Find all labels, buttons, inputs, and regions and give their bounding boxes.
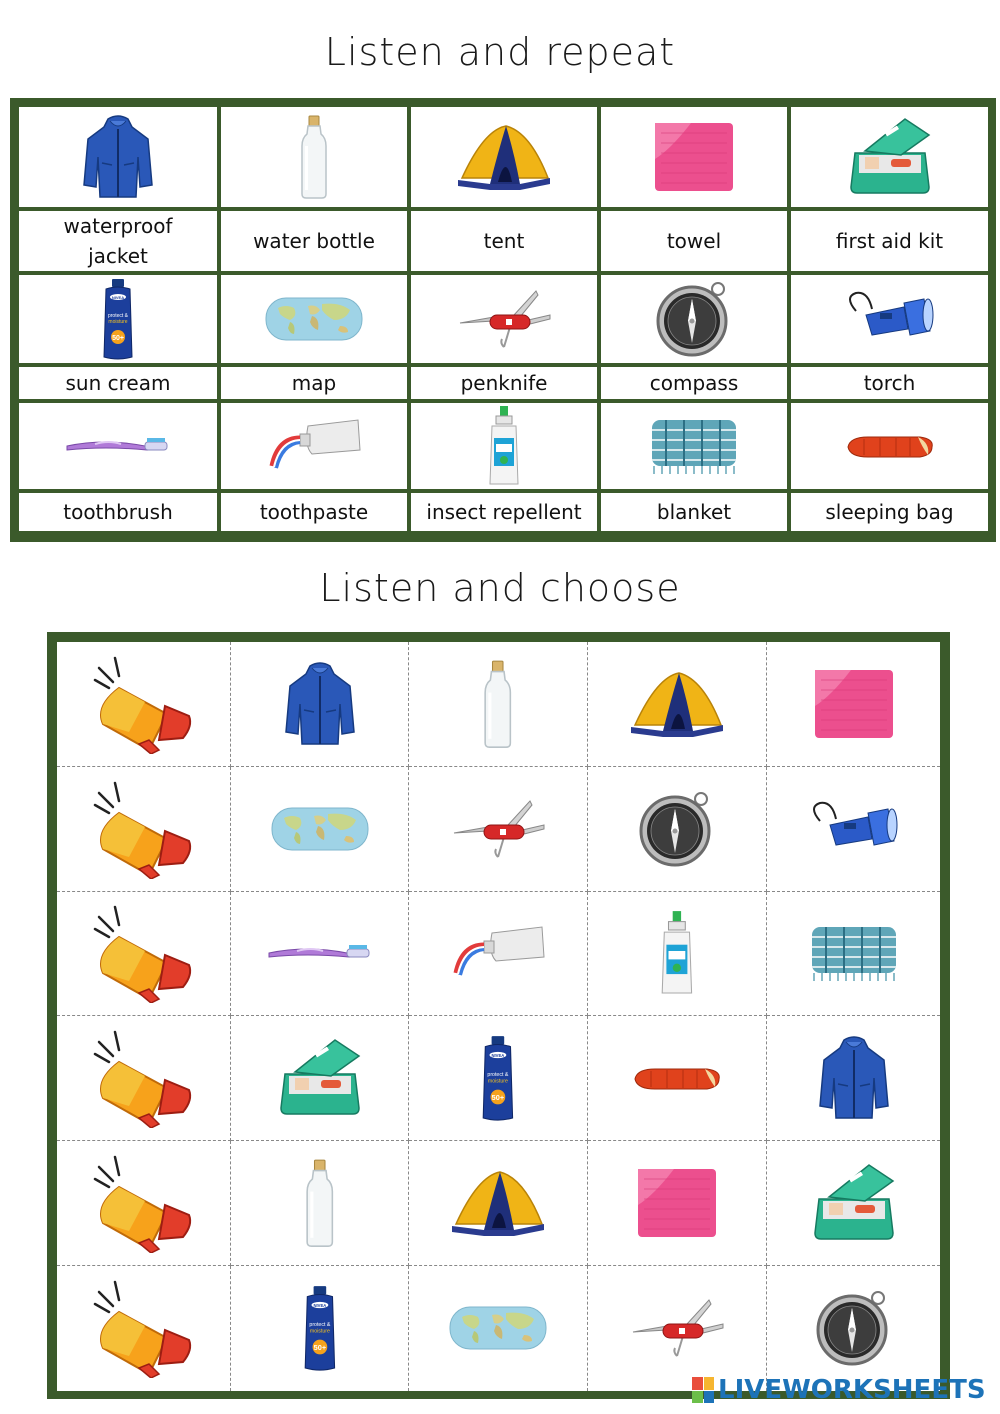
- repeat-image-cell: [791, 107, 988, 207]
- choice-option-jacket[interactable]: [231, 642, 409, 767]
- choice-option-bottle[interactable]: [409, 642, 588, 767]
- choice-option-toothpaste[interactable]: [409, 892, 588, 1017]
- choose-grid: [57, 642, 940, 1391]
- choice-option-penknife[interactable]: [409, 767, 588, 892]
- repeat-item-label: compass: [649, 371, 739, 395]
- sun-cream-line1-text: protect &: [309, 1322, 330, 1329]
- first-aid-kit-icon: [809, 1161, 899, 1245]
- repeat-label-cell: [601, 367, 787, 399]
- sun-cream-line2-text: moisture: [309, 1328, 330, 1335]
- jacket-icon: [284, 660, 356, 748]
- choice-option-first-aid-kit[interactable]: [231, 1016, 409, 1141]
- repeat-image-cell: [411, 107, 597, 207]
- repeat-label-cell: [221, 367, 407, 399]
- repeat-label-cell: [791, 211, 988, 271]
- repeat-item-label: blanket: [656, 500, 732, 524]
- choice-option-sleeping-bag[interactable]: [588, 1016, 767, 1141]
- repeat-image-cell: [19, 275, 217, 363]
- penknife-icon: [627, 1296, 727, 1360]
- play-audio-button[interactable]: [57, 892, 231, 1017]
- choice-option-towel[interactable]: [767, 642, 940, 767]
- insect-repellent-icon: [486, 404, 522, 488]
- toothpaste-icon: [264, 416, 364, 476]
- megaphone-icon: [89, 1278, 199, 1378]
- sun-cream-line2-text: moisture: [108, 319, 128, 325]
- towel-icon: [634, 1165, 720, 1241]
- choice-option-sun-cream[interactable]: [409, 1016, 588, 1141]
- first-aid-kit-icon: [845, 115, 935, 199]
- sun-cream-line2-text: moisture: [487, 1078, 509, 1085]
- choice-option-blanket[interactable]: [767, 892, 940, 1017]
- sun-cream-icon: [100, 277, 136, 361]
- sun-cream-brand-text: NIVEA: [111, 295, 125, 300]
- compass-icon: [635, 787, 719, 871]
- towel-icon: [651, 119, 737, 195]
- repeat-item-label: penknife: [460, 371, 548, 395]
- repeat-image-cell: [601, 107, 787, 207]
- liveworksheets-logo: [692, 1374, 992, 1406]
- megaphone-icon: [89, 779, 199, 879]
- insect-repellent-icon: [658, 909, 696, 997]
- megaphone-icon: [89, 654, 199, 754]
- play-audio-button[interactable]: [57, 1141, 231, 1266]
- blanket-icon: [808, 923, 900, 983]
- sun-cream-brand-text: NIVEA: [313, 1303, 326, 1309]
- repeat-item-label: tent: [483, 229, 525, 253]
- megaphone-icon: [89, 1153, 199, 1253]
- repeat-item-label: toothbrush: [63, 500, 173, 524]
- jacket-icon: [82, 113, 154, 201]
- choice-option-toothbrush[interactable]: [231, 892, 409, 1017]
- repeat-item-label: insect repellent: [426, 500, 582, 524]
- choice-option-torch[interactable]: [767, 767, 940, 892]
- sleeping-bag-icon: [844, 429, 936, 463]
- choice-option-towel[interactable]: [588, 1141, 767, 1266]
- listen-and-choose-table: [47, 632, 950, 1399]
- repeat-label-cell: [221, 493, 407, 531]
- footer-brand: LIVEWORKSHEETS: [718, 1375, 986, 1405]
- map-icon: [270, 804, 370, 854]
- repeat-image-cell: [221, 275, 407, 363]
- bottle-icon: [482, 659, 514, 749]
- choice-option-tent[interactable]: [409, 1141, 588, 1266]
- torch-icon: [806, 799, 902, 859]
- repeat-item-label: sun cream: [65, 371, 171, 395]
- repeat-image-cell: [221, 107, 407, 207]
- choice-option-sun-cream[interactable]: [231, 1266, 409, 1391]
- repeat-label-cell: [601, 211, 787, 271]
- sun-cream-line1-text: protect &: [107, 313, 129, 319]
- repeat-label-cell: [411, 367, 597, 399]
- repeat-image-cell: [411, 275, 597, 363]
- repeat-image-cell: [791, 275, 988, 363]
- repeat-image-cell: [411, 403, 597, 489]
- repeat-label-cell: [19, 211, 217, 271]
- choice-option-tent[interactable]: [588, 642, 767, 767]
- repeat-item-label: torch: [863, 371, 916, 395]
- sun-cream-line1-text: protect &: [487, 1072, 509, 1079]
- repeat-label-cell: [411, 493, 597, 531]
- play-audio-button[interactable]: [57, 1266, 231, 1391]
- bottle-icon: [304, 1158, 336, 1248]
- logo-badge-icon: [692, 1377, 714, 1403]
- play-audio-button[interactable]: [57, 642, 231, 767]
- map-icon: [448, 1303, 548, 1353]
- listen-and-repeat-table: [10, 98, 996, 542]
- repeat-label-cell: [791, 493, 988, 531]
- toothbrush-icon: [267, 941, 373, 965]
- listen-and-repeat-title: Listen and repeat: [324, 30, 676, 74]
- repeat-label-cell: [19, 493, 217, 531]
- play-audio-button[interactable]: [57, 1016, 231, 1141]
- repeat-image-cell: [221, 403, 407, 489]
- repeat-image-cell: [19, 403, 217, 489]
- map-icon: [264, 294, 364, 344]
- repeat-label-cell: [791, 367, 988, 399]
- repeat-image-cell: [601, 403, 787, 489]
- repeat-item-label: sleeping bag: [825, 500, 954, 524]
- repeat-item-label: towel: [666, 229, 722, 253]
- choice-option-bottle[interactable]: [231, 1141, 409, 1266]
- repeat-item-label: water bottle: [253, 229, 375, 253]
- repeat-label-cell: [601, 493, 787, 531]
- megaphone-icon: [89, 1028, 199, 1128]
- choice-option-compass[interactable]: [588, 767, 767, 892]
- tent-icon: [454, 122, 554, 192]
- choice-option-map[interactable]: [231, 767, 409, 892]
- choice-option-map[interactable]: [409, 1266, 588, 1391]
- repeat-label-cell: [221, 211, 407, 271]
- choice-option-insect-repellent[interactable]: [588, 892, 767, 1017]
- bottle-icon: [299, 114, 329, 200]
- repeat-item-label: map: [291, 371, 337, 395]
- penknife-icon: [454, 287, 554, 351]
- repeat-label-cell: [411, 211, 597, 271]
- compass-icon: [812, 1286, 896, 1370]
- choice-option-penknife[interactable]: [588, 1266, 767, 1391]
- sun-cream-brand-text: NIVEA: [491, 1053, 505, 1059]
- tent-icon: [448, 1168, 548, 1238]
- listen-and-choose-title: Listen and choose: [319, 566, 681, 610]
- tent-icon: [627, 669, 727, 739]
- sun-cream-icon: [301, 1284, 339, 1372]
- repeat-item-label: first aid kit: [835, 229, 944, 253]
- repeat-item-label: waterproof jacket: [63, 214, 173, 268]
- sun-cream-spf-text: 50+: [313, 1343, 326, 1353]
- penknife-icon: [448, 797, 548, 861]
- megaphone-icon: [89, 903, 199, 1003]
- blanket-icon: [648, 416, 740, 476]
- towel-icon: [811, 666, 897, 742]
- choice-option-jacket[interactable]: [767, 1016, 940, 1141]
- sun-cream-icon: [479, 1034, 517, 1122]
- repeat-image-cell: [601, 275, 787, 363]
- torch-icon: [842, 289, 938, 349]
- toothbrush-icon: [65, 434, 171, 458]
- first-aid-kit-icon: [275, 1036, 365, 1120]
- toothpaste-icon: [448, 923, 548, 983]
- sun-cream-spf-text: 50+: [491, 1093, 505, 1103]
- choice-option-compass[interactable]: [767, 1266, 940, 1391]
- repeat-image-cell: [19, 107, 217, 207]
- sun-cream-spf-text: 50+: [112, 335, 124, 342]
- repeat-image-cell: [791, 403, 988, 489]
- jacket-icon: [818, 1034, 890, 1122]
- repeat-item-label: toothpaste: [259, 500, 369, 524]
- sleeping-bag-icon: [631, 1061, 723, 1095]
- play-audio-button[interactable]: [57, 767, 231, 892]
- choice-option-first-aid-kit[interactable]: [767, 1141, 940, 1266]
- compass-icon: [652, 277, 736, 361]
- repeat-label-cell: [19, 367, 217, 399]
